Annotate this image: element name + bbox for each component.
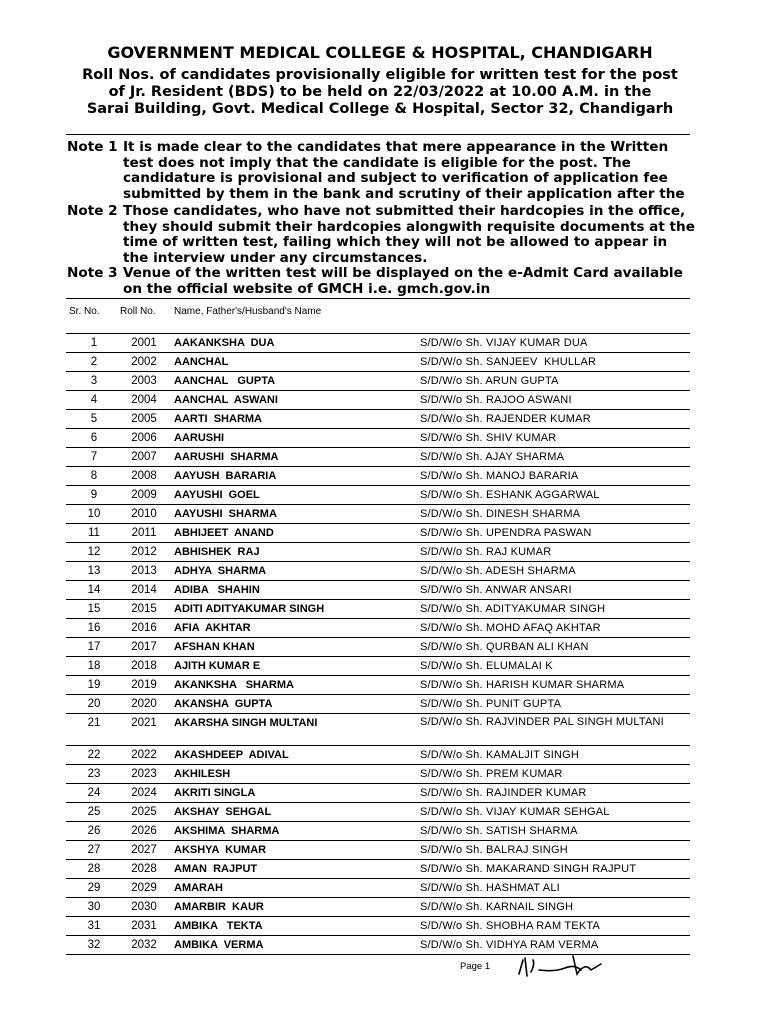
- divider: [66, 298, 690, 299]
- table-row: [66, 600, 690, 619]
- row-roll-no: 2002: [122, 353, 166, 372]
- row-parent-name: S/D/W/o Sh. RAJVINDER PAL SINGH MULTANI: [416, 714, 690, 746]
- row-parent-name: S/D/W/o Sh. ADITYAKUMAR SINGH: [416, 600, 690, 619]
- row-candidate-name: AMAN RAJPUT: [166, 860, 416, 879]
- table-row: [66, 353, 690, 372]
- row-sr-no: 12: [66, 543, 122, 562]
- row-roll-no: 2005: [122, 410, 166, 429]
- page-number: Page 1: [460, 961, 491, 972]
- table-row: [66, 467, 690, 486]
- row-sr-no: 5: [66, 410, 122, 429]
- subtitle-line: Roll Nos. of candidates provisionally eligible for written test for the post: [82, 67, 678, 83]
- subtitle-line: Sarai Building, Govt. Medical College & Hospital, Sector 32, Chandigarh: [86, 101, 674, 117]
- row-parent-name: S/D/W/o Sh. VIDHYA RAM VERMA: [416, 936, 690, 955]
- row-candidate-name: AAYUSH BARARIA: [166, 467, 416, 486]
- row-parent-name: S/D/W/o Sh. ELUMALAI K: [416, 657, 690, 676]
- row-parent-name: S/D/W/o Sh. UPENDRA PASWAN: [416, 524, 690, 543]
- row-sr-no: 29: [66, 879, 122, 898]
- row-sr-no: 4: [66, 391, 122, 410]
- row-sr-no: 7: [66, 448, 122, 467]
- row-candidate-name: AKSHIMA SHARMA: [166, 822, 416, 841]
- row-roll-no: 2009: [122, 486, 166, 505]
- row-parent-name: S/D/W/o Sh. QURBAN ALI KHAN: [416, 638, 690, 657]
- note-text: It is made clear to the candidates that mere appearance in the Written test does not imply that the candidate is eligible for the post. The candidature is provisional and subject to verification of application fee submitted by them in the bank and scrutiny of their application after the: [123, 140, 685, 202]
- row-parent-name: S/D/W/o Sh. MOHD AFAQ AKHTAR: [416, 619, 690, 638]
- row-parent-name: S/D/W/o Sh. MANOJ BARARIA: [416, 467, 690, 486]
- table-row: [66, 803, 690, 822]
- row-parent-name: S/D/W/o Sh. PUNIT GUPTA: [416, 695, 690, 714]
- table-row: [66, 917, 690, 936]
- row-roll-no: 2004: [122, 391, 166, 410]
- row-roll-no: 2014: [122, 581, 166, 600]
- row-roll-no: 2029: [122, 879, 166, 898]
- row-candidate-name: AANCHAL: [166, 353, 416, 372]
- row-roll-no: 2032: [122, 936, 166, 955]
- row-candidate-name: AAYUSHI SHARMA: [166, 505, 416, 524]
- row-candidate-name: AAKANKSHA DUA: [166, 334, 416, 353]
- page-subtitle: [60, 67, 700, 118]
- row-roll-no: 2030: [122, 898, 166, 917]
- row-parent-name: S/D/W/o Sh. VIJAY KUMAR SEHGAL: [416, 803, 690, 822]
- table-row: [66, 765, 690, 784]
- table-row: [66, 619, 690, 638]
- table-row: [66, 562, 690, 581]
- row-parent-name: S/D/W/o Sh. SANJEEV KHULLAR: [416, 353, 690, 372]
- table-row: [66, 524, 690, 543]
- row-sr-no: 8: [66, 467, 122, 486]
- row-sr-no: 11: [66, 524, 122, 543]
- row-candidate-name: AARUSHI SHARMA: [166, 448, 416, 467]
- row-roll-no: 2018: [122, 657, 166, 676]
- row-parent-name: S/D/W/o Sh. ANWAR ANSARI: [416, 581, 690, 600]
- row-sr-no: 3: [66, 372, 122, 391]
- table-row: [66, 784, 690, 803]
- row-roll-no: 2015: [122, 600, 166, 619]
- row-roll-no: 2025: [122, 803, 166, 822]
- row-candidate-name: ABHIJEET ANAND: [166, 524, 416, 543]
- row-candidate-name: AKSHAY SEHGAL: [166, 803, 416, 822]
- row-roll-no: 2016: [122, 619, 166, 638]
- row-roll-no: 2020: [122, 695, 166, 714]
- row-roll-no: 2021: [122, 714, 166, 746]
- row-sr-no: 13: [66, 562, 122, 581]
- row-candidate-name: AFSHAN KHAN: [166, 638, 416, 657]
- row-parent-name: S/D/W/o Sh. ARUN GUPTA: [416, 372, 690, 391]
- row-roll-no: 2022: [122, 746, 166, 765]
- row-parent-name: S/D/W/o Sh. BALRAJ SINGH: [416, 841, 690, 860]
- row-sr-no: 6: [66, 429, 122, 448]
- row-candidate-name: ADIBA SHAHIN: [166, 581, 416, 600]
- row-roll-no: 2027: [122, 841, 166, 860]
- table-row: [66, 505, 690, 524]
- row-candidate-name: AKANSHA GUPTA: [166, 695, 416, 714]
- row-candidate-name: ADHYA SHARMA: [166, 562, 416, 581]
- row-sr-no: 30: [66, 898, 122, 917]
- row-sr-no: 15: [66, 600, 122, 619]
- table-row: [66, 410, 690, 429]
- row-candidate-name: AKARSHA SINGH MULTANI: [166, 714, 416, 746]
- note-label: Note 1: [67, 140, 118, 155]
- table-row: [66, 676, 690, 695]
- candidate-table: [66, 333, 690, 955]
- row-sr-no: 32: [66, 936, 122, 955]
- row-roll-no: 2017: [122, 638, 166, 657]
- table-row: [66, 334, 690, 353]
- row-candidate-name: AMBIKA TEKTA: [166, 917, 416, 936]
- divider: [66, 134, 690, 135]
- table-row: [66, 746, 690, 765]
- row-sr-no: 24: [66, 784, 122, 803]
- note-label: Note 3: [67, 265, 118, 281]
- table-row: [66, 372, 690, 391]
- row-roll-no: 2012: [122, 543, 166, 562]
- row-parent-name: S/D/W/o Sh. HARISH KUMAR SHARMA: [416, 676, 690, 695]
- row-roll-no: 2003: [122, 372, 166, 391]
- row-candidate-name: AKANKSHA SHARMA: [166, 676, 416, 695]
- row-parent-name: S/D/W/o Sh. SHOBHA RAM TEKTA: [416, 917, 690, 936]
- row-candidate-name: AANCHAL GUPTA: [166, 372, 416, 391]
- row-roll-no: 2010: [122, 505, 166, 524]
- table-row: [66, 581, 690, 600]
- table-row: [66, 543, 690, 562]
- row-sr-no: 21: [66, 714, 122, 746]
- row-roll-no: 2023: [122, 765, 166, 784]
- row-parent-name: S/D/W/o Sh. AJAY SHARMA: [416, 448, 690, 467]
- note-1: [67, 140, 697, 202]
- row-sr-no: 28: [66, 860, 122, 879]
- table-row: [66, 695, 690, 714]
- row-candidate-name: AJITH KUMAR E: [166, 657, 416, 676]
- table-row: [66, 448, 690, 467]
- row-parent-name: S/D/W/o Sh. RAJINDER KUMAR: [416, 784, 690, 803]
- row-sr-no: 19: [66, 676, 122, 695]
- row-sr-no: 20: [66, 695, 122, 714]
- row-parent-name: S/D/W/o Sh. DINESH SHARMA: [416, 505, 690, 524]
- row-sr-no: 31: [66, 917, 122, 936]
- row-parent-name: S/D/W/o Sh. MAKARAND SINGH RAJPUT: [416, 860, 690, 879]
- row-sr-no: 27: [66, 841, 122, 860]
- row-roll-no: 2031: [122, 917, 166, 936]
- column-header-sr: Sr. No.: [69, 306, 100, 317]
- row-parent-name: S/D/W/o Sh. RAJOO ASWANI: [416, 391, 690, 410]
- row-roll-no: 2007: [122, 448, 166, 467]
- note-text: Venue of the written test will be displayed on the e-Admit Card available on the official website of GMCH i.e. gmch.gov.in: [123, 265, 683, 297]
- row-candidate-name: ABHISHEK RAJ: [166, 543, 416, 562]
- row-roll-no: 2001: [122, 334, 166, 353]
- table-row: [66, 714, 690, 746]
- row-parent-name: S/D/W/o Sh. RAJENDER KUMAR: [416, 410, 690, 429]
- row-sr-no: 26: [66, 822, 122, 841]
- row-sr-no: 9: [66, 486, 122, 505]
- row-parent-name: S/D/W/o Sh. ADESH SHARMA: [416, 562, 690, 581]
- row-candidate-name: AKHILESH: [166, 765, 416, 784]
- row-candidate-name: AANCHAL ASWANI: [166, 391, 416, 410]
- row-parent-name: S/D/W/o Sh. PREM KUMAR: [416, 765, 690, 784]
- row-candidate-name: AFIA AKHTAR: [166, 619, 416, 638]
- signature-icon: [515, 950, 605, 982]
- row-candidate-name: AMARAH: [166, 879, 416, 898]
- row-roll-no: 2028: [122, 860, 166, 879]
- row-sr-no: 17: [66, 638, 122, 657]
- row-sr-no: 22: [66, 746, 122, 765]
- row-sr-no: 10: [66, 505, 122, 524]
- row-parent-name: S/D/W/o Sh. KAMALJIT SINGH: [416, 746, 690, 765]
- row-parent-name: S/D/W/o Sh. HASHMAT ALI: [416, 879, 690, 898]
- table-row: [66, 429, 690, 448]
- row-candidate-name: AMARBIR KAUR: [166, 898, 416, 917]
- candidate-table-body: [66, 334, 690, 955]
- row-parent-name: S/D/W/o Sh. RAJ KUMAR: [416, 543, 690, 562]
- row-candidate-name: AKASHDEEP ADIVAL: [166, 746, 416, 765]
- note-3: [67, 266, 697, 297]
- row-parent-name: S/D/W/o Sh. VIJAY KUMAR DUA: [416, 334, 690, 353]
- row-sr-no: 1: [66, 334, 122, 353]
- table-row: [66, 486, 690, 505]
- note-2: [67, 204, 697, 266]
- table-row: [66, 657, 690, 676]
- row-roll-no: 2026: [122, 822, 166, 841]
- table-row: [66, 879, 690, 898]
- row-candidate-name: AARUSHI: [166, 429, 416, 448]
- table-row: [66, 898, 690, 917]
- column-header-roll: Roll No.: [120, 306, 156, 317]
- table-row: [66, 841, 690, 860]
- table-row: [66, 822, 690, 841]
- table-row: [66, 391, 690, 410]
- row-candidate-name: AARTI SHARMA: [166, 410, 416, 429]
- table-row: [66, 638, 690, 657]
- subtitle-line: of Jr. Resident (BDS) to be held on 22/03/2022 at 10.00 A.M. in the: [108, 84, 652, 100]
- page-title: GOVERNMENT MEDICAL COLLEGE & HOSPITAL, CHANDIGARH: [107, 43, 653, 62]
- row-candidate-name: AKSHYA KUMAR: [166, 841, 416, 860]
- column-header-name: Name, Father's/Husband's Name: [174, 306, 322, 317]
- row-roll-no: 2008: [122, 467, 166, 486]
- row-candidate-name: AAYUSHI GOEL: [166, 486, 416, 505]
- row-roll-no: 2013: [122, 562, 166, 581]
- row-candidate-name: ADITI ADITYAKUMAR SINGH: [166, 600, 416, 619]
- row-sr-no: 2: [66, 353, 122, 372]
- row-roll-no: 2019: [122, 676, 166, 695]
- row-candidate-name: AKRITI SINGLA: [166, 784, 416, 803]
- row-roll-no: 2024: [122, 784, 166, 803]
- row-sr-no: 14: [66, 581, 122, 600]
- row-sr-no: 16: [66, 619, 122, 638]
- table-row: [66, 860, 690, 879]
- row-candidate-name: AMBIKA VERMA: [166, 936, 416, 955]
- row-roll-no: 2011: [122, 524, 166, 543]
- note-label: Note 2: [67, 203, 118, 219]
- row-roll-no: 2006: [122, 429, 166, 448]
- row-sr-no: 23: [66, 765, 122, 784]
- row-sr-no: 18: [66, 657, 122, 676]
- row-parent-name: S/D/W/o Sh. KARNAIL SINGH: [416, 898, 690, 917]
- row-sr-no: 25: [66, 803, 122, 822]
- row-parent-name: S/D/W/o Sh. SHIV KUMAR: [416, 429, 690, 448]
- row-parent-name: S/D/W/o Sh. SATISH SHARMA: [416, 822, 690, 841]
- row-parent-name: S/D/W/o Sh. ESHANK AGGARWAL: [416, 486, 690, 505]
- note-text: Those candidates, who have not submitted their hardcopies in the office, they should submit their hardcopies alongwith requisite documents at the time of written test, failing which they will not be allowed to appear in the interview under any circumstances.: [123, 203, 695, 266]
